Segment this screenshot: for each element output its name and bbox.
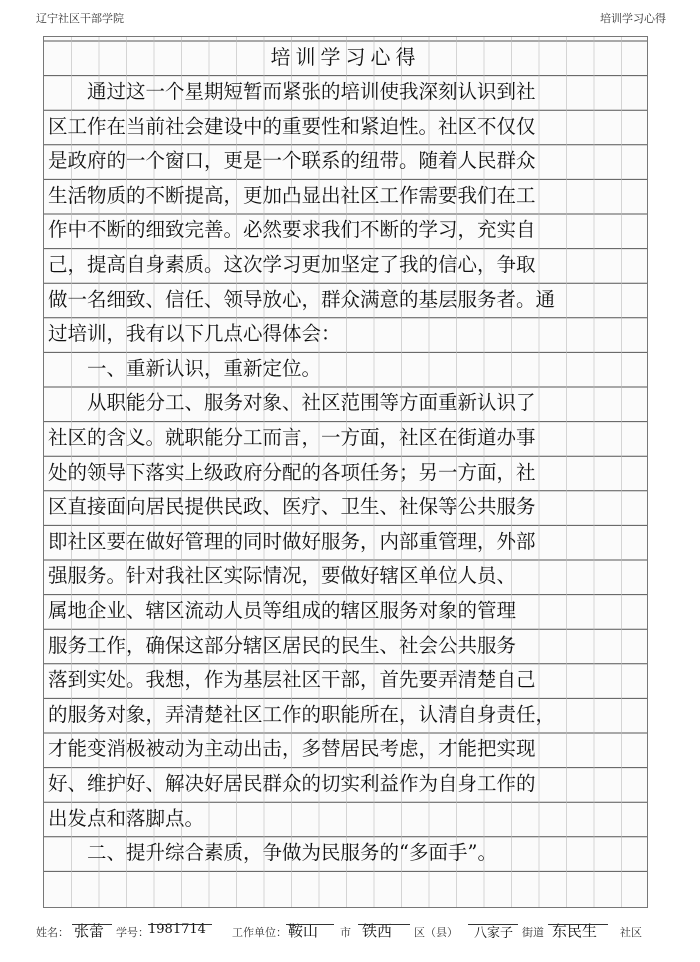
text-line: 作中不断的细致完善。必然要求我们不断的学习，充实自: [48, 218, 536, 242]
district-value: 铁西: [362, 922, 393, 940]
text-line: 区直接面向居民提供民政、医疗、卫生、社保等公共服务: [48, 495, 536, 519]
text-line: 才能变消极被动为主动出击，多替居民考虑，才能把实现: [48, 737, 536, 761]
institution-name: 辽宁社区干部学院: [36, 12, 124, 25]
text-line: 社区的含义。就职能分工而言，一方面，社区在街道办事: [48, 426, 536, 449]
text-line: 区工作在当前社会建设中的重要性和紧迫性。社区不仅仅: [48, 114, 536, 138]
text-line: 己，提高自身素质。这次学习更加坚定了我的信心，争取: [48, 253, 536, 276]
text-line: 是政府的一个窗口，更是一个联系的纽带。随着人民群众: [48, 149, 536, 173]
text-line: 落到实处。我想，作为基层社区干部，首先要弄清楚自己: [48, 668, 536, 692]
student-id-underline: [148, 924, 212, 925]
text-line: 服务工作，确保这部分辖区居民的民生、社会公共服务: [48, 633, 517, 657]
text-line: 通过这一个星期短暂而紧张的培训使我深刻认识到社: [48, 80, 536, 103]
student-id-label: 学号：: [116, 926, 149, 939]
page-footer: [36, 920, 666, 944]
city-value: 鞍山: [288, 922, 319, 940]
document-type: 培训学习心得: [600, 12, 666, 25]
text-line: 一、重新认识，重新定位。: [48, 356, 322, 380]
grid-paper: [43, 36, 648, 908]
city-suffix: 市: [340, 926, 351, 939]
text-line: 出发点和落脚点。: [48, 806, 205, 830]
page-header: [36, 8, 666, 26]
student-id-value: 1981714: [148, 922, 206, 937]
text-line: 处的领导下落实上级政府分配的各项任务；另一方面，社: [48, 460, 536, 484]
district-suffix: 区（县）: [414, 926, 458, 939]
name-value: 张蕾: [74, 922, 105, 940]
text-line: 的服务对象，弄清楚社区工作的职能所在，认清自身责任，: [48, 702, 556, 726]
text-line: 过培训，我有以下几点心得体会：: [48, 322, 341, 346]
text-line: 二、提升综合素质，争做为民服务的“多面手”。: [48, 841, 497, 865]
text-line: 好、维护好、解决好居民群众的切实利益作为自身工作的: [48, 772, 536, 795]
community-value: 东民生: [552, 922, 598, 940]
district-underline: [358, 924, 410, 925]
text-line: 即社区要在做好管理的同时做好服务，内部重管理，外部: [48, 529, 536, 553]
community-suffix: 社区: [620, 926, 642, 939]
city-underline: [286, 924, 334, 925]
essay-title: 培训学习心得: [270, 45, 421, 69]
street-suffix: 街道: [522, 926, 544, 939]
text-line: 生活物质的不断提高，更加凸显出社区工作需要我们在工: [48, 183, 536, 207]
community-underline: [548, 924, 608, 925]
street-value: 八家子: [474, 926, 514, 941]
street-underline: [468, 924, 518, 925]
text-line: 强服务。针对我社区实际情况，要做好辖区单位人员、: [48, 564, 517, 588]
text-line: 从职能分工、服务对象、社区范围等方面重新认识了: [48, 391, 536, 415]
text-line: 做一名细致、信任、领导放心，群众满意的基层服务者。通: [48, 287, 556, 311]
name-underline: [72, 924, 112, 925]
name-label: 姓名：: [36, 926, 69, 939]
text-line: 属地企业、辖区流动人员等组成的辖区服务对象的管理: [48, 599, 517, 622]
work-unit-label: 工作单位：: [232, 926, 287, 939]
